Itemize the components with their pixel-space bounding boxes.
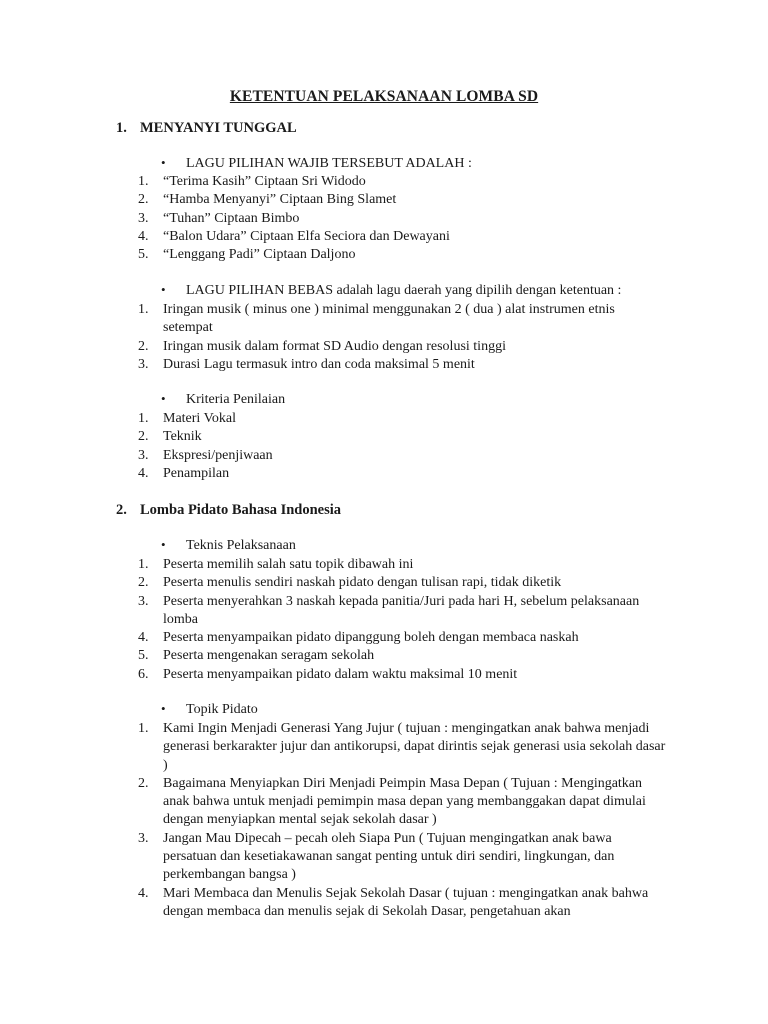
bullet-icon: • — [161, 537, 166, 552]
list-item: 4. Peserta menyampaikan pidato dipanggung boleh dengan membaca naskah — [138, 630, 579, 646]
bullet-label: LAGU PILIHAN WAJIB TERSEBUT ADALAH : — [186, 156, 472, 171]
bullet-label: Teknis Pelaksanaan — [186, 538, 296, 553]
list-teknis — [138, 556, 668, 684]
section-title: MENYANYI TUNGGAL — [140, 120, 297, 136]
list-item: 2. Iringan musik dalam format SD Audio dengan resolusi tinggi — [138, 338, 506, 354]
section-2-heading — [116, 502, 341, 519]
bullet-teknis — [161, 537, 296, 554]
bullet-lagu-wajib — [161, 155, 472, 172]
bullet-icon: • — [161, 282, 166, 297]
bullet-lagu-bebas — [161, 282, 622, 299]
list-item: 2. Bagaimana Menyiapkan Diri Menjadi Peimpin Masa Depan ( Tujuan : Mengingatkan anak bahwa untuk menjadi pemimpin masa depan yang membanggakan dapat dimulai dengan menyiapkan mental sejak sekolah dasar ) — [138, 775, 646, 828]
list-item: 4. Mari Membaca dan Menulis Sejak Sekolah Dasar ( tujuan : mengingatkan anak bahwa dengan membaca dan menulis sejak di Sekolah Dasar, pengetahuan akan — [138, 885, 649, 919]
section-1-heading — [116, 120, 297, 137]
list-item: 3. Ekspresi/penjiwaan — [138, 447, 273, 463]
bullet-label: LAGU PILIHAN BEBAS adalah lagu daerah yang dipilih dengan ketentuan : — [186, 283, 622, 298]
list-item: 2. Teknik — [138, 429, 202, 445]
list-item: 3. Peserta menyerahkan 3 naskah kepada panitia/Juri pada hari H, sebelum pelaksanaan lomba — [138, 593, 640, 627]
section-number: 1. — [116, 120, 127, 136]
bullet-icon: • — [161, 391, 166, 406]
list-item: 4. Penampilan — [138, 465, 230, 481]
list-item: 1. Materi Vokal — [138, 411, 236, 426]
list-lagu-bebas — [138, 301, 668, 374]
page-title: KETENTUAN PELAKSANAAN LOMBA SD — [229, 88, 539, 105]
list-item: 1. Kami Ingin Menjadi Generasi Yang Jujur ( tujuan : mengingatkan anak bahwa menjadi generasi berkarakter jujur dan antikorupsi, dapat dirintis sejak generasi usia sekolah dasar ) — [138, 721, 666, 773]
list-item: 6. Peserta menyampaikan pidato dalam waktu maksimal 10 menit — [138, 666, 518, 682]
list-kriteria — [138, 410, 668, 483]
bullet-kriteria — [161, 391, 286, 408]
list-item: 3. “Tuhan” Ciptaan Bimbo — [138, 210, 300, 226]
bullet-label: Topik Pidato — [186, 702, 258, 717]
section-title: Lomba Pidato Bahasa Indonesia — [140, 502, 342, 518]
list-topik — [138, 720, 668, 921]
list-item: 4. “Balon Udara” Ciptaan Elfa Seciora dan Dewayani — [138, 228, 450, 244]
list-item: 1. Iringan musik ( minus one ) minimal menggunakan 2 ( dua ) alat instrumen etnis setempat — [138, 302, 615, 336]
bullet-topik — [161, 701, 258, 718]
list-item: 5. Peserta mengenakan seragam sekolah — [138, 648, 375, 664]
bullet-label: Kriteria Penilaian — [186, 392, 286, 407]
list-item: 3. Jangan Mau Dipecah – pecah oleh Siapa Pun ( Tujuan mengingatkan anak bawa persatuan dan kesetiakawanan sangat penting untuk diri sendiri, lingkungan, dan perkembangan bangsa ) — [138, 830, 615, 883]
bullet-icon: • — [161, 701, 166, 716]
list-lagu-wajib — [138, 173, 668, 264]
list-item: 3. Durasi Lagu termasuk intro dan coda maksimal 5 menit — [138, 356, 475, 372]
list-item: 2. Peserta menulis sendiri naskah pidato dengan tulisan rapi, tidak diketik — [138, 575, 562, 591]
list-item: 2. “Hamba Menyanyi” Ciptaan Bing Slamet — [138, 192, 397, 208]
section-number: 2. — [116, 502, 127, 518]
list-item: 1. Peserta memilih salah satu topik dibawah ini — [138, 557, 414, 572]
bullet-icon: • — [161, 155, 166, 170]
list-item: 1. “Terima Kasih” Ciptaan Sri Widodo — [138, 174, 366, 189]
list-item: 5. “Lenggang Padi” Ciptaan Daljono — [138, 247, 356, 263]
